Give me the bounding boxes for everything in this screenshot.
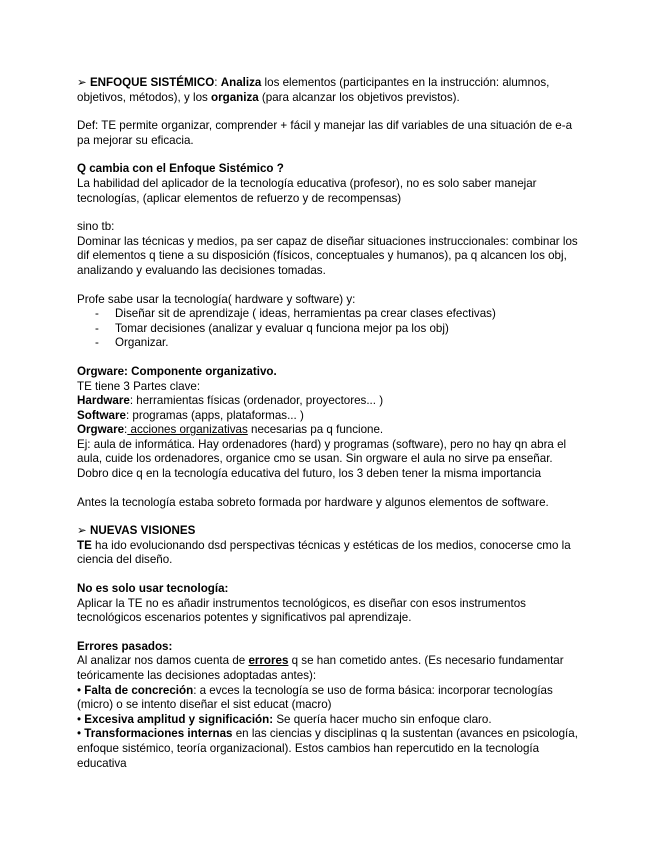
bullet-icon: •	[77, 712, 82, 726]
orgware-parts: TE tiene 3 Partes clave:	[77, 379, 201, 393]
hardware-text: : herramientas físicas (ordenador, proyectores... )	[129, 394, 384, 408]
error-text: en las ciencias y disciplinas q la sustentan (avances en psicología, enfoque sistémico, teoría organizacional). Estos cambios han repercutido en la tecnología educativa	[77, 727, 578, 770]
orgware-example: Ej: aula de informática. Hay ordenadores (hard) y programas (software), pero no hay qn abra el aula, cuide los ordenadores, organice cmo se usan. Sin orgware el aula no sirve pa enseñar. Dobro dice q en la tecnología educativa del futuro, los 3 deben tener la misma importancia	[77, 437, 567, 481]
nuevas-title: NUEVAS VISIONES	[89, 524, 196, 538]
hardware-label: Hardware	[77, 394, 130, 408]
enfoque-text-2: (para alcanzar los objetivos previstos).	[258, 90, 460, 104]
document-body	[77, 76, 587, 771]
analiza-word: Analiza	[220, 76, 262, 89]
antes-paragraph: Antes la tecnología estaba sobreto formada por hardware y algunos elementos de software.	[77, 495, 549, 509]
orgware-colon: :	[124, 423, 128, 437]
no-solo-text: Aplicar la TE no es añadir instrumentos tecnológicos, es diseñar con esos instrumentos tecnológicos escenarios potentes y significativos pal aprendizaje.	[77, 596, 526, 625]
list-item: - Organizar.	[95, 336, 587, 351]
profe-intro: Profe sabe usar la tecnología( hardware y software) y:	[77, 292, 356, 306]
error-label: Excesiva amplitud y significación:	[84, 712, 274, 726]
cambia-heading-text: Q cambia con el Enfoque Sistémico ?	[77, 162, 284, 176]
error-label: Transformaciones internas	[84, 727, 233, 741]
no-solo-heading	[77, 582, 587, 597]
errores-keyword: errores	[248, 654, 289, 668]
error-text: : a evces la tecnología se uso de forma básica: incorporar tecnologías (micro) o se intento diseñar el sist educat (macro)	[77, 683, 553, 712]
enfoque-paragraph	[77, 76, 587, 105]
cambia-heading	[77, 162, 587, 177]
te-label: TE	[77, 538, 92, 552]
nuevas-heading	[77, 524, 587, 539]
arrow-bullet-icon: ➢	[77, 524, 87, 538]
orgware-label: Orgware	[77, 423, 125, 437]
organiza-word: organiza	[211, 90, 259, 104]
enfoque-colon: :	[214, 76, 221, 89]
errores-heading-text: Errores pasados:	[77, 639, 173, 653]
software-text: : programas (apps, plataformas... )	[125, 408, 304, 422]
list-item: - Tomar decisiones (analizar y evaluar q funciona mejor pa los obj)	[95, 322, 587, 337]
bullet-icon: •	[77, 683, 82, 697]
software-label: Software	[77, 408, 126, 422]
no-solo-heading-text: No es solo usar tecnología:	[77, 582, 229, 596]
enfoque-title: ENFOQUE SISTÉMICO	[89, 76, 215, 89]
cambia-text: La habilidad del aplicador de la tecnología educativa (profesor), no es solo saber manejar tecnologías, (aplicar elementos de refuerzo y de recompensas)	[77, 176, 537, 205]
arrow-bullet-icon: ➢	[77, 76, 87, 89]
software-line	[77, 409, 587, 424]
orgware-text: necesarias pa q funcione.	[247, 423, 384, 437]
errores-intro-post: q se han cometido antes. (Es necesario fundamentar teóricamente las decisiones adoptadas antes):	[77, 654, 564, 682]
error-text: Se quería hacer mucho sin enfoque claro.	[273, 712, 492, 726]
definition-paragraph: Def: TE permite organizar, comprender + fácil y manejar las dif variables de una situación de e-a pa mejorar su eficacia.	[77, 119, 573, 147]
errores-heading	[77, 640, 587, 655]
nuevas-body: ha ido evolucionando dsd perspectivas técnicas y estéticas de los medios, conocerse cmo la ciencia del diseño.	[77, 538, 571, 567]
errores-intro	[77, 654, 587, 683]
orgware-underlined: acciones organizativas	[127, 423, 248, 437]
nuevas-text	[77, 539, 587, 568]
enfoque-text-1: los elementos (participantes en la instrucción: alumnos, objetivos, métodos), y los	[77, 76, 550, 104]
sino-text: Dominar las técnicas y medios, pa ser capaz de diseñar situaciones instruccionales: combinar los dif elementos q tiene a su disposición (físicos, conceptuales y humanos), pa q alcancen los obj, analizando y evaluando las decisiones tomadas.	[77, 234, 578, 277]
errores-intro-pre: Al analizar nos damos cuenta de	[77, 654, 249, 668]
orgware-heading	[77, 365, 587, 380]
error-label: Falta de concreción	[84, 683, 194, 697]
error-item	[77, 684, 587, 713]
error-item	[77, 727, 587, 771]
sino-label: sino tb:	[77, 220, 115, 234]
list-item: - Diseñar sit de aprendizaje ( ideas, herramientas pa crear clases efectivas)	[95, 307, 587, 322]
error-item	[77, 713, 587, 728]
hardware-line	[77, 394, 587, 409]
orgware-heading-text: Orgware: Componente organizativo.	[77, 364, 277, 378]
orgware-line	[77, 423, 587, 438]
bullet-icon: •	[77, 727, 82, 741]
profe-list	[77, 307, 587, 351]
